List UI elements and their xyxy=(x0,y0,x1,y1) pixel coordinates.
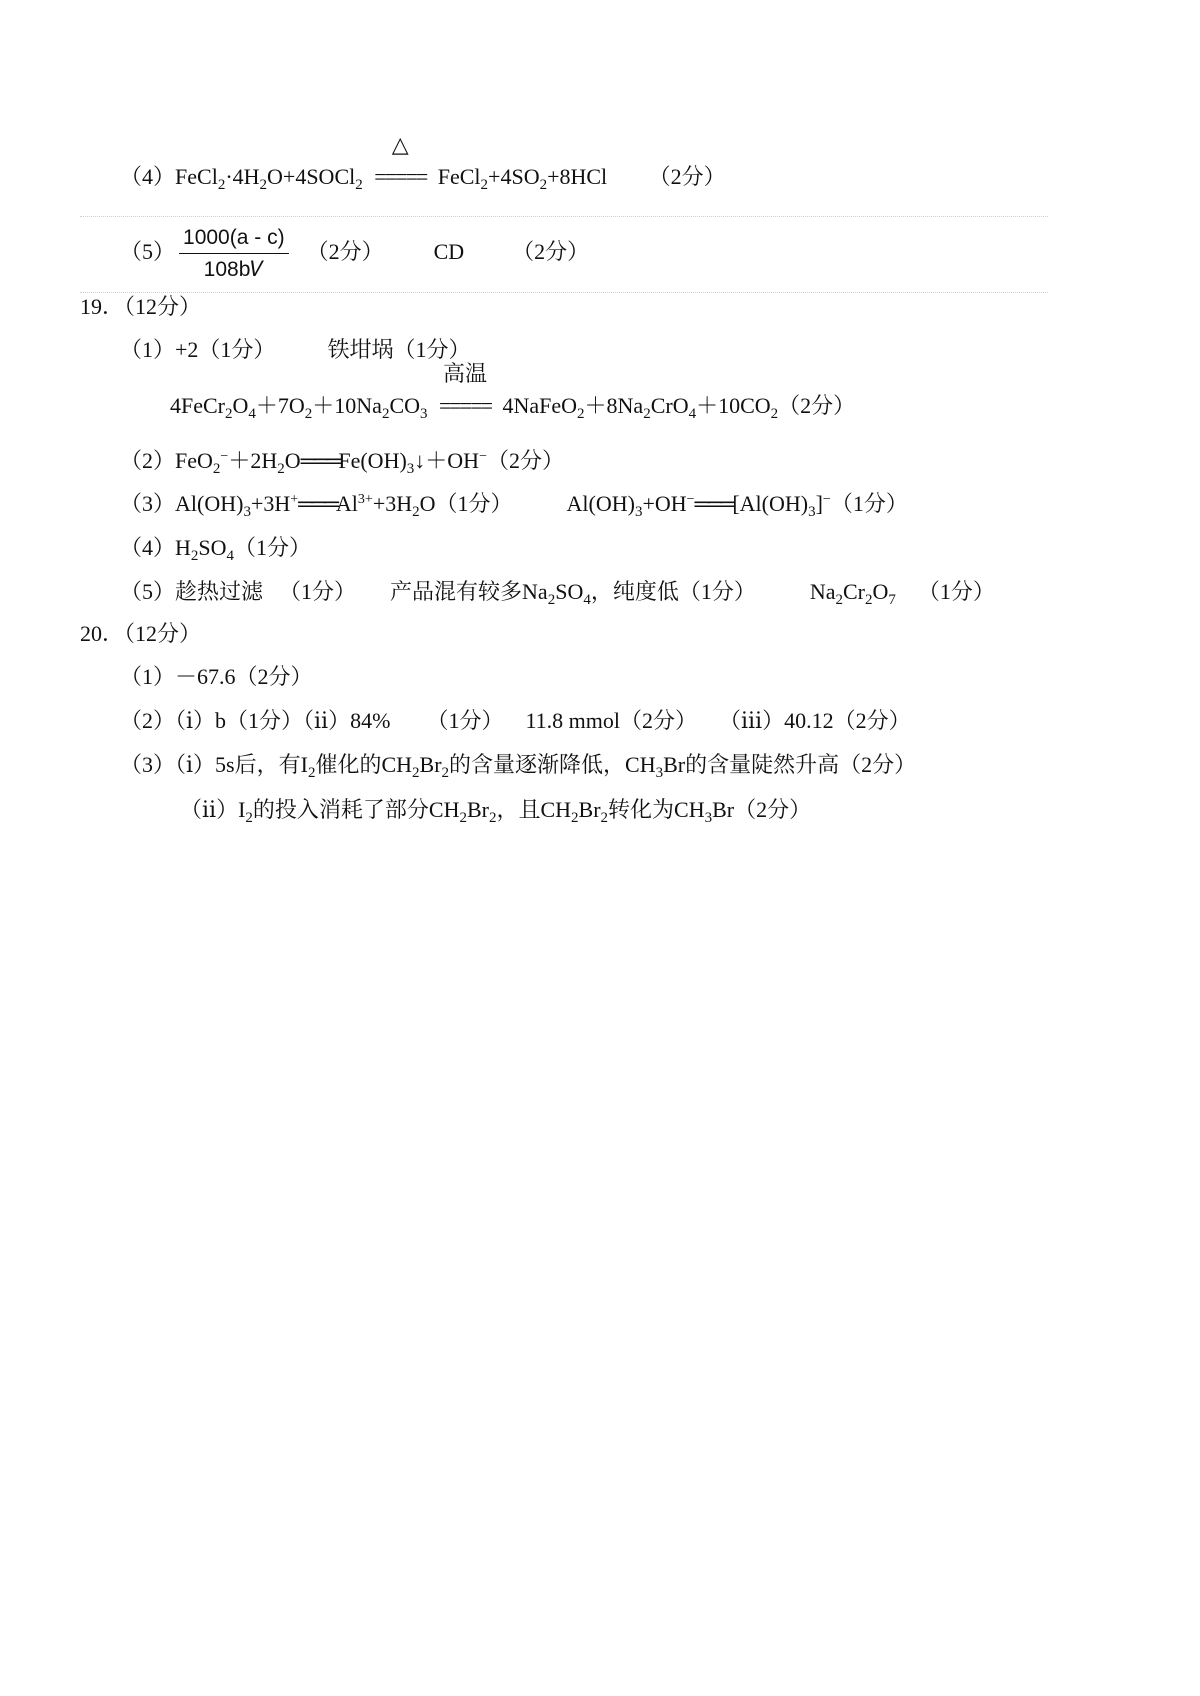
text-segment: 2 xyxy=(441,765,450,781)
text-segment: ===== xyxy=(374,164,427,189)
text-segment: SO xyxy=(555,579,584,604)
text-segment: 11.8 mmol（2分） xyxy=(525,708,697,733)
text-segment: （4） xyxy=(120,535,176,560)
text-segment: Br（2分） xyxy=(712,797,812,822)
question-19-header: 19．（12分） xyxy=(80,294,202,319)
q20-part-2 xyxy=(120,706,911,736)
text-segment: O+4SOCl xyxy=(267,164,356,189)
text-segment: （3） xyxy=(120,491,176,516)
text-segment: （1分） xyxy=(917,579,995,604)
text-segment: 3+ xyxy=(357,492,373,507)
text-segment: ＋10CO xyxy=(696,393,771,418)
text-segment: 2 xyxy=(547,592,556,608)
text-segment: 2 xyxy=(412,504,420,520)
text-segment: （1分） xyxy=(234,535,312,560)
text-segment: FeO xyxy=(175,448,213,473)
text-segment: 2 xyxy=(488,810,497,826)
q19-part-4 xyxy=(120,533,311,563)
text-segment: （2） xyxy=(120,708,176,733)
text-segment: O xyxy=(284,448,301,473)
text-segment: Al(OH) xyxy=(566,491,635,516)
text-segment: （3） xyxy=(120,752,176,777)
text-segment: ，纯度低（1分） xyxy=(590,579,756,604)
divider xyxy=(80,292,1048,293)
text-segment: 2 xyxy=(304,406,313,422)
text-segment: FeCl xyxy=(175,164,218,189)
text-segment: （ⅰ）5s后，有I xyxy=(175,752,308,777)
text-segment: 催化的CH xyxy=(315,752,413,777)
text-segment: （1） xyxy=(120,664,176,689)
text-segment: 4 xyxy=(688,406,697,422)
text-segment: 4 xyxy=(583,592,591,608)
item-number: （4） xyxy=(120,164,176,189)
text-segment: 2 xyxy=(245,810,253,826)
text-segment: 产品混有较多Na xyxy=(390,579,548,604)
text-segment: − xyxy=(822,492,831,507)
text-segment: H xyxy=(175,535,191,560)
text-segment: +OH xyxy=(642,491,687,516)
divider xyxy=(80,216,1048,217)
fraction xyxy=(179,226,289,282)
text-segment: 2 xyxy=(571,810,579,826)
high-temperature-condition xyxy=(433,361,497,421)
text-segment: （1分） xyxy=(426,708,504,733)
text-segment: 7 xyxy=(888,592,896,608)
text-segment: 2 xyxy=(577,406,585,422)
text-segment: 2 xyxy=(600,810,609,826)
text-segment: （1分） xyxy=(830,491,908,516)
text-segment: 铁坩埚（1分） xyxy=(327,337,471,362)
text-segment: 的含量逐渐降低，CH xyxy=(449,752,656,777)
answer-5-line xyxy=(120,224,589,282)
text-segment: ·4H xyxy=(225,164,260,189)
text-segment: （ⅱ）I xyxy=(180,797,246,822)
q19-part-2 xyxy=(120,446,564,476)
text-segment: 2 xyxy=(259,177,268,193)
text-segment: （2分） xyxy=(778,393,856,418)
text-segment: +3H xyxy=(250,491,291,516)
text-segment: （ⅰ）b（1分）（ⅱ）84% xyxy=(175,708,391,733)
item-number: （5） xyxy=(120,239,176,264)
text-segment: − xyxy=(686,492,695,507)
q19-part-3 xyxy=(120,489,908,519)
answer: CD xyxy=(433,239,465,264)
text-segment: 趁热过滤 xyxy=(175,579,264,604)
text-segment: （5） xyxy=(120,579,176,604)
text-segment: 2 xyxy=(480,177,489,193)
text-segment: 2 xyxy=(835,592,843,608)
score: （2分） xyxy=(306,239,384,264)
text-segment: 4NaFeO xyxy=(502,393,578,418)
q19-part-1 xyxy=(120,335,470,365)
text-segment: +2（1分） xyxy=(175,337,276,362)
text-segment: 4 xyxy=(248,406,256,422)
text-segment: Fe(OH) xyxy=(338,448,407,473)
text-segment: Br xyxy=(419,752,442,777)
text-segment: 2 xyxy=(865,592,873,608)
text-segment: O xyxy=(872,579,889,604)
text-segment: Na xyxy=(809,579,836,604)
score: （2分） xyxy=(512,239,590,264)
text-segment: △ xyxy=(391,132,409,157)
text-segment: 3 xyxy=(634,504,643,520)
text-segment: Cr xyxy=(843,579,865,604)
text-segment: Br xyxy=(578,797,601,822)
text-segment: ═══ xyxy=(694,491,733,516)
text-segment: ＋8Na xyxy=(584,393,644,418)
text-segment: Br的含量陡然升高（2分） xyxy=(663,752,917,777)
text-segment: 2 xyxy=(217,177,226,193)
text-segment: 4FeCr xyxy=(170,393,225,418)
question-20-header: 20．（12分） xyxy=(80,621,202,646)
text-segment: （2分） xyxy=(486,448,564,473)
text-segment: + xyxy=(290,492,299,507)
text-segment: 2 xyxy=(212,461,221,477)
heat-condition xyxy=(368,132,432,192)
text-segment: ═══ xyxy=(300,448,339,473)
text-segment: 3 xyxy=(808,504,816,520)
text-segment: O（1分） xyxy=(419,491,513,516)
text-segment: （ⅲ）40.12（2分） xyxy=(719,708,911,733)
text-segment: ＋2H xyxy=(228,448,278,473)
text-segment: − xyxy=(479,449,487,464)
text-segment: 2 xyxy=(459,810,467,826)
text-segment: 3 xyxy=(406,461,415,477)
text-segment: FeCl xyxy=(437,164,481,189)
text-segment: 2 xyxy=(277,461,285,477)
text-segment: ＋10Na xyxy=(312,393,382,418)
text-segment: 4 xyxy=(226,548,235,564)
text-segment: 3 xyxy=(655,765,664,781)
text-segment: 2 xyxy=(190,548,199,564)
score: （2分） xyxy=(648,164,726,189)
text-segment: 2 xyxy=(307,765,316,781)
text-segment: 转化为CH xyxy=(608,797,705,822)
text-segment: 3 xyxy=(243,504,251,520)
text-segment: 3 xyxy=(420,406,428,422)
q19-part-5 xyxy=(120,577,995,607)
text-segment: 高温 xyxy=(442,361,487,386)
q20-part-3-ii xyxy=(180,795,811,825)
text-segment: ＋7O xyxy=(255,393,305,418)
text-segment: 1000(a - c) xyxy=(179,226,289,254)
q20-part-3 xyxy=(120,750,916,780)
text-segment: 3 xyxy=(704,810,713,826)
text-segment: Al xyxy=(335,491,358,516)
text-segment: －67.6（2分） xyxy=(175,664,313,689)
text-segment: ，且CH xyxy=(496,797,572,822)
text-segment: O xyxy=(232,393,249,418)
text-segment: 2 xyxy=(770,406,779,422)
text-segment: CrO xyxy=(650,393,689,418)
q19-equation xyxy=(170,361,856,422)
text-segment: SO xyxy=(198,535,227,560)
text-segment: Al(OH) xyxy=(175,491,244,516)
text-segment: ↓＋OH xyxy=(414,448,480,473)
text-segment: 的投入消耗了部分CH xyxy=(252,797,460,822)
text-segment: 2 xyxy=(381,406,390,422)
text-segment: ] xyxy=(815,491,823,516)
text-segment: 2 xyxy=(643,406,651,422)
text-segment: +4SO xyxy=(488,164,540,189)
text-segment: − xyxy=(220,449,229,464)
text-segment: [Al(OH) xyxy=(732,491,809,516)
text-segment: ===== xyxy=(438,393,492,418)
answer-4-line xyxy=(120,132,726,193)
text-segment: 2 xyxy=(412,765,420,781)
text-segment: 2 xyxy=(355,177,363,193)
text-segment: 108b𝑉 xyxy=(203,257,264,281)
text-segment: +8HCl xyxy=(547,164,608,189)
text-segment: （1） xyxy=(120,337,176,362)
text-segment: +3H xyxy=(372,491,413,516)
text-segment: ═══ xyxy=(298,491,336,516)
text-segment: Br xyxy=(466,797,489,822)
text-segment: （2） xyxy=(120,448,176,473)
text-segment: CO xyxy=(389,393,420,418)
text-segment: 2 xyxy=(225,406,233,422)
text-segment: （1分） xyxy=(279,579,357,604)
q20-part-1 xyxy=(120,662,313,692)
text-segment: 2 xyxy=(539,177,548,193)
